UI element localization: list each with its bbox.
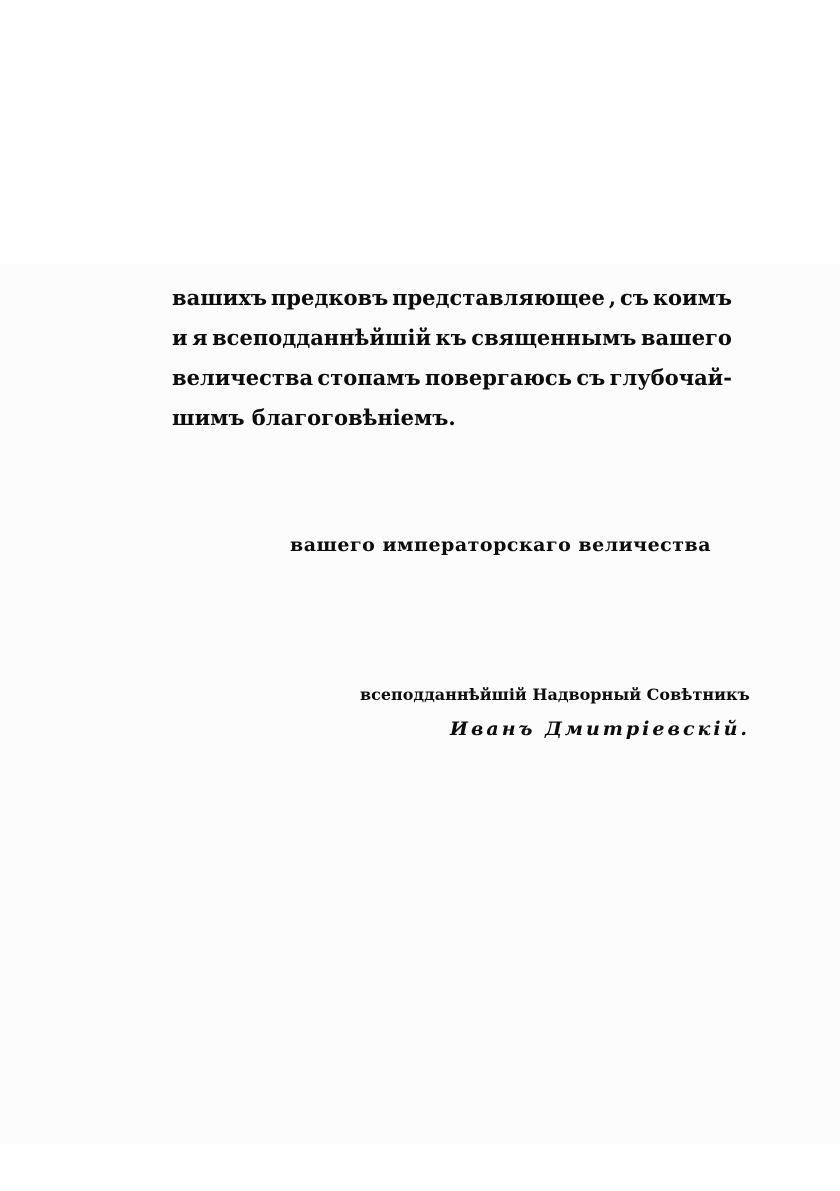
word: къ [435, 325, 467, 350]
word: съ [576, 365, 606, 390]
word: вашихъ [172, 285, 267, 310]
word: я [192, 325, 208, 350]
word: всеподданнѣйшій [212, 325, 432, 350]
body-line-1 [172, 278, 732, 318]
body-line-4 [172, 398, 732, 438]
word: глубочай- [609, 365, 732, 390]
body-paragraph [172, 278, 732, 438]
word: коимъ [652, 285, 732, 310]
word: вашего [640, 325, 732, 350]
word: стопамъ [317, 365, 421, 390]
word: представляющее [392, 285, 605, 310]
word: повергаюсь [424, 365, 572, 390]
word: съ [620, 285, 649, 310]
word: священнымъ [471, 325, 637, 350]
word: , [608, 285, 617, 310]
body-line-3 [172, 358, 732, 398]
signature-title: всеподданнѣйшій Надворный Совѣтникъ [360, 685, 750, 704]
word: предковъ [270, 285, 389, 310]
word: шимъ благоговѣніемъ. [172, 405, 456, 430]
address-line: вашего императорскаго величества [290, 534, 712, 556]
signature-name: Иванъ Дмитріевскій. [450, 718, 751, 740]
word: и [172, 325, 188, 350]
body-line-2 [172, 318, 732, 358]
word: величества [172, 365, 314, 390]
